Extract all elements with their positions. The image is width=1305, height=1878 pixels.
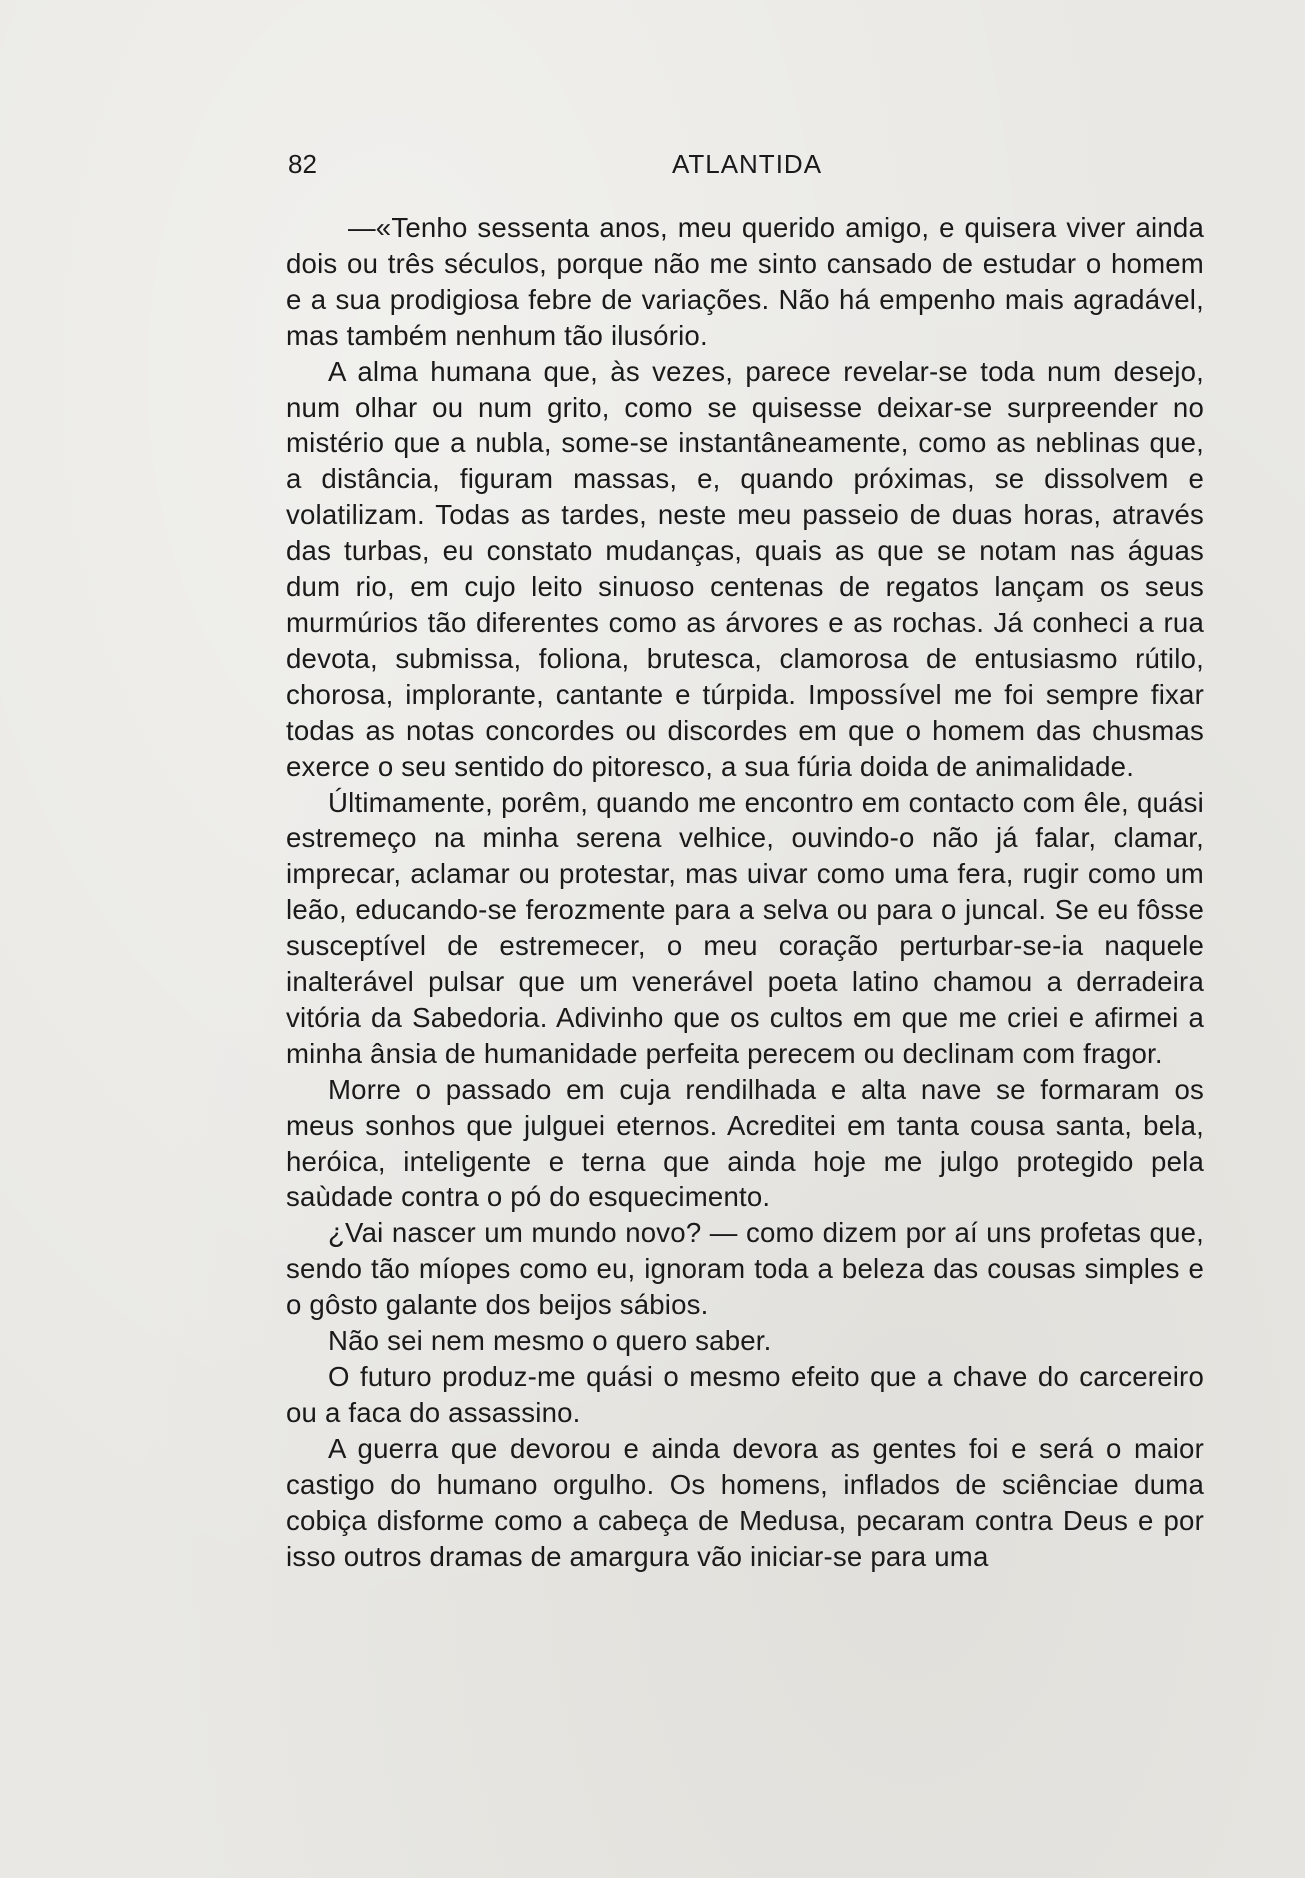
paragraph: Morre o passado em cuja rendilhada e alta nave se formaram os meus sonhos que julguei eternos. Acreditei em tanta cousa santa, bela, heróica, inteligente e terna que ainda hoje me julgo protegido pela saùdade contra o pó do esquecimento. <box>286 1073 1204 1213</box>
running-title: ATLANTIDA <box>671 149 823 179</box>
body-text <box>286 210 1204 1574</box>
paragraph: —«Tenho sessenta anos, meu querido amigo, e quisera viver ainda dois ou três séculos, porque não me sinto cansado de estudar o homem e a sua prodigiosa febre de variações. Não há empenho mais agradável, mas também nenhum tão ilusório. <box>286 212 1204 351</box>
paragraph: A guerra que devorou e ainda devora as gentes foi e será o maior castigo do humano orgulho. Os homens, inflados de sciênciae duma cobiça disforme como a cabeça de Medusa, pecaram contra Deus e por isso outros dramas de amargura vão iniciar-se para uma <box>286 1432 1204 1572</box>
paragraph: A alma humana que, às vezes, parece revelar-se toda num desejo, num olhar ou num grito, como se quisesse deixar-se surpreender no mistério que a nubla, some-se instantâneamente, como as neblinas que, a distância, figuram massas, e, quando próximas, se dissolvem e volatilizam. Todas as tardes, neste meu passeio de duas horas, através das turbas, eu constato mudanças, quais as que se notam nas águas dum rio, em cujo leito sinuoso centenas de regatos lançam os seus murmúrios tão diferentes como as árvores e as rochas. Já conheci a rua devota, submissa, foliona, brutesca, clamorosa de entusiasmo rútilo, chorosa, implorante, cantante e túrpida. Impossível me foi sempre fixar todas as notas concordes ou discordes em que o homem das chusmas exerce o seu sentido do pitoresco, a sua fúria doida de animalidade. <box>286 355 1204 782</box>
paragraph: ¿Vai nascer um mundo novo? — como dizem por aí uns profetas que, sendo tão míopes como eu, ignoram toda a beleza das cousas simples e o gôsto galante dos beijos sábios. <box>286 1217 1204 1321</box>
running-head <box>288 146 1206 182</box>
paragraph: Não sei nem mesmo o quero saber. <box>328 1325 772 1357</box>
page-number: 82 <box>288 149 317 179</box>
paragraph: O futuro produz-me quási o mesmo efeito que a chave do carcereiro ou a faca do assassino. <box>286 1361 1204 1428</box>
paragraph: Últimamente, porêm, quando me encontro em contacto com êle, quási estremeço na minha serena velhice, ouvindo-o não já falar, clamar, imprecar, aclamar ou protestar, mas uivar como uma fera, rugir como um leão, educando-se ferozmente para a selva ou para o juncal. Se eu fôsse susceptível de estremecer, o meu coração perturbar-se-ia naquele inalterável pulsar que um venerável poeta latino chamou a derradeira vitória da Sabedoria. Adivinho que os cultos em que me criei e afirmei a minha ânsia de humanidade perfeita perecem ou declinam com fragor. <box>286 786 1204 1069</box>
